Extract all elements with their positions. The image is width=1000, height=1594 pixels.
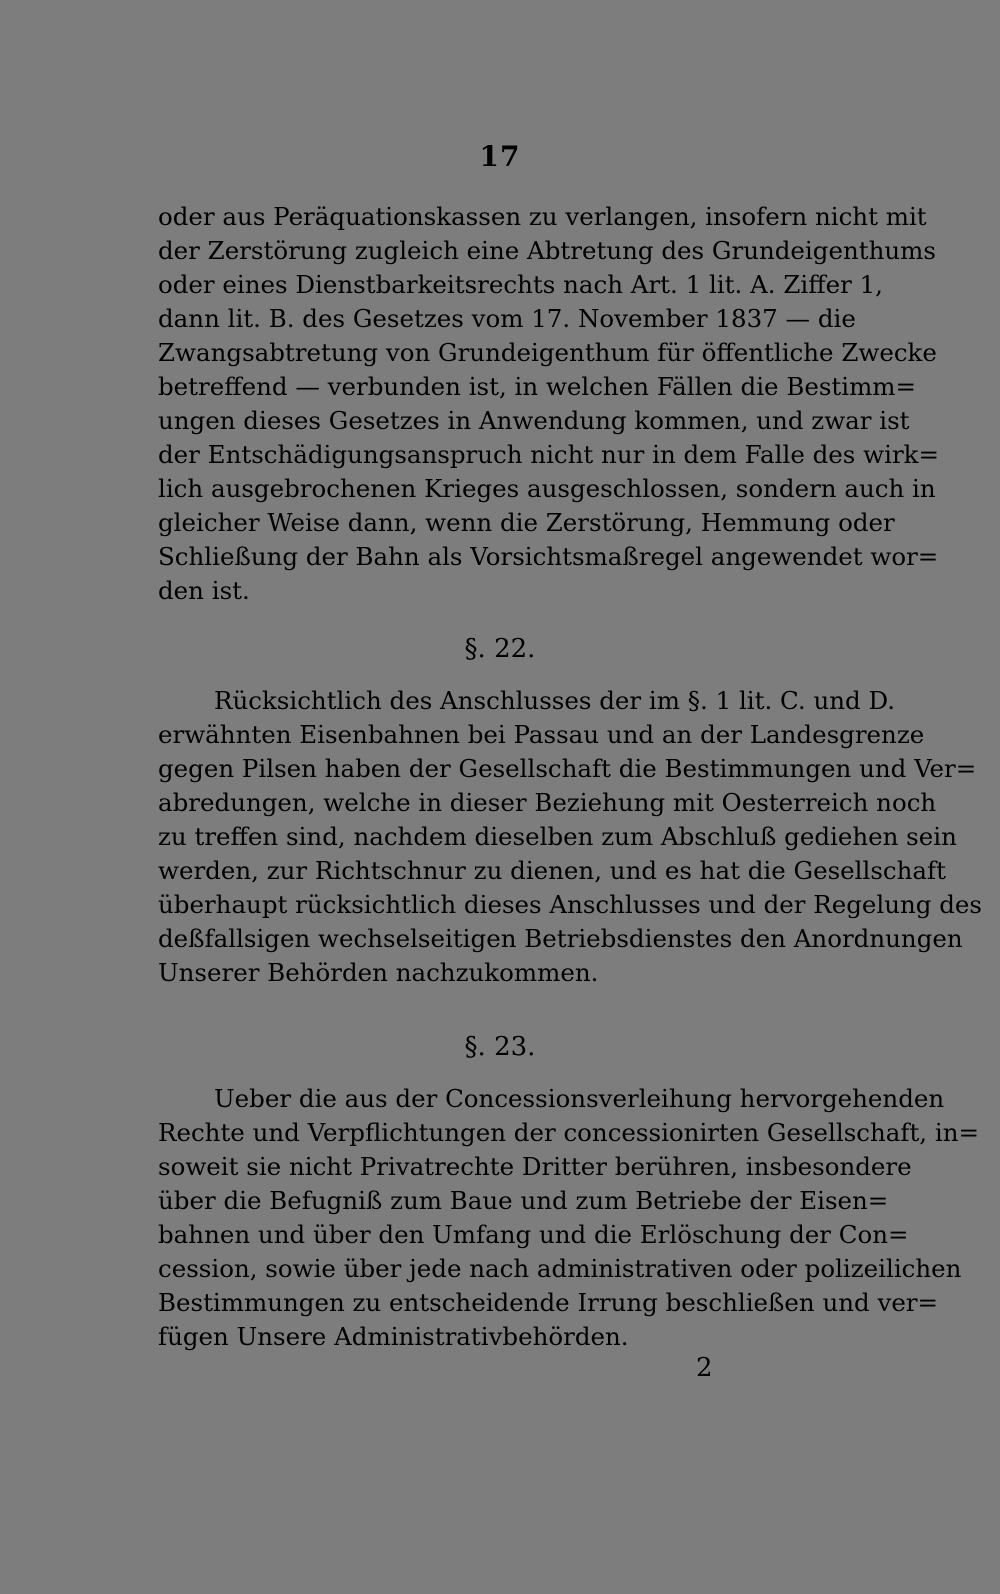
text-line: zu treffen sind, nachdem dieselben zum Abschluß gediehen sein — [158, 822, 957, 851]
text-line: der Entschädigungsanspruch nicht nur in dem Falle des wirk= — [158, 440, 940, 469]
text-line: dann lit. B. des Gesetzes vom 17. November 1837 — die — [158, 304, 856, 333]
signature-mark: 2 — [696, 1353, 713, 1383]
text-line: den ist. — [158, 576, 250, 605]
text-line: der Zerstörung zugleich eine Abtretung des Grundeigenthums — [158, 236, 936, 265]
text-line: über die Befugniß zum Baue und zum Betriebe der Eisen= — [158, 1186, 889, 1215]
text-line: Schließung der Bahn als Vorsichtsmaßregel angewendet wor= — [158, 542, 939, 571]
text-line: soweit sie nicht Privatrechte Dritter berühren, insbesondere — [158, 1152, 912, 1181]
text-line: oder aus Peräquationskassen zu verlangen, insofern nicht mit — [158, 202, 927, 231]
text-line: abredungen, welche in dieser Beziehung mit Oesterreich noch — [158, 788, 937, 817]
text-line: gegen Pilsen haben der Gesellschaft die Bestimmungen und Ver= — [158, 754, 977, 783]
paragraph-continuation — [158, 200, 940, 608]
text-line: Unserer Behörden nachzukommen. — [158, 958, 599, 987]
text-line: erwähnten Eisenbahnen bei Passau und an der Landesgrenze — [158, 720, 925, 749]
text-line: fügen Unsere Administrativbehörden. — [158, 1322, 629, 1351]
text-line: Zwangsabtretung von Grundeigenthum für öffentliche Zwecke — [158, 338, 937, 367]
section-heading-22: §. 22. — [464, 634, 536, 664]
text-line: Bestimmungen zu entscheidende Irrung beschließen und ver= — [158, 1288, 939, 1317]
text-line: Ueber die aus der Concessionsverleihung hervorgehenden — [214, 1084, 945, 1113]
text-line: oder eines Dienstbarkeitsrechts nach Art. 1 lit. A. Ziffer 1, — [158, 270, 883, 299]
text-line: Rücksichtlich des Anschlusses der im §. 1 lit. C. und D. — [214, 686, 896, 715]
text-line: gleicher Weise dann, wenn die Zerstörung, Hemmung oder — [158, 508, 895, 537]
text-line: ungen dieses Gesetzes in Anwendung kommen, und zwar ist — [158, 406, 910, 435]
text-line: Rechte und Verpflichtungen der concessionirten Gesellschaft, in= — [158, 1118, 980, 1147]
page-number: 17 — [479, 140, 521, 173]
text-line: bahnen und über den Umfang und die Erlöschung der Con= — [158, 1220, 909, 1249]
section-22-body — [158, 684, 983, 990]
text-line: lich ausgebrochenen Krieges ausgeschlossen, sondern auch in — [158, 474, 936, 503]
section-heading-23: §. 23. — [464, 1032, 536, 1062]
text-line: betreffend — verbunden ist, in welchen Fällen die Bestimm= — [158, 372, 917, 401]
text-line: überhaupt rücksichtlich dieses Anschlusses und der Regelung des — [158, 890, 983, 919]
text-line: cession, sowie über jede nach administrativen oder polizeilichen — [158, 1254, 962, 1283]
section-23-body — [158, 1082, 980, 1354]
text-line: werden, zur Richtschnur zu dienen, und es hat die Gesellschaft — [158, 856, 946, 885]
text-line: deßfallsigen wechselseitigen Betriebsdienstes den Anordnungen — [158, 924, 963, 953]
